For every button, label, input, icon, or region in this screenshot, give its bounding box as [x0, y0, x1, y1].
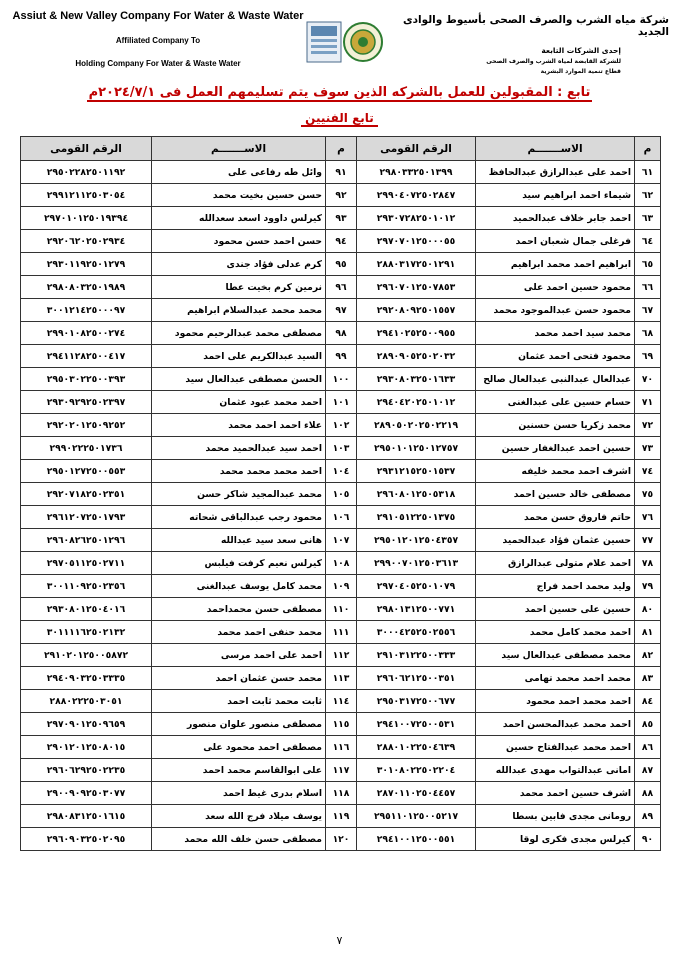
- cell-national-id: ٢٩٧٠٥١١٢٥٠٢٧١١: [21, 552, 152, 575]
- table-row: [21, 736, 661, 759]
- cell-national-id: ٢٩٦٠٦٢١٢٥٠٠٣٥١: [357, 667, 476, 690]
- holding-company-ar: للشركة القابضة لمياه الشرب والصرف الصحى: [486, 58, 621, 65]
- cell-serial: ١١٩: [326, 805, 357, 828]
- cell-serial: ٨٩: [635, 805, 661, 828]
- cell-national-id: ٢٩٤٠٩٠٣٢٥٠٣٣٣٥: [21, 667, 152, 690]
- cell-serial: ١٠٨: [326, 552, 357, 575]
- cell-national-id: ٢٩٤٠٤٢٠٢٥٠١٠١٢: [357, 391, 476, 414]
- cell-serial: ١٠٧: [326, 529, 357, 552]
- cell-national-id: ٢٨٨٠١٠٢٢٥٠٤٦٣٩: [357, 736, 476, 759]
- cell-serial: ١٠١: [326, 391, 357, 414]
- column-header-nid: الرقم القومى: [357, 137, 476, 161]
- table-row: [21, 184, 661, 207]
- column-header-name: الاســـــــم: [476, 137, 635, 161]
- cell-national-id: ٣٠١٠٨٠٢٢٥٠٢٢٠٤: [357, 759, 476, 782]
- table-row: [21, 667, 661, 690]
- cell-national-id: ٣٠١١١١٦٢٥٠٢١٣٢: [21, 621, 152, 644]
- cell-national-id: ٣٠٠٠٤٢٥٢٥٠٢٥٥٦: [357, 621, 476, 644]
- table-row: [21, 460, 661, 483]
- employees-table: [20, 136, 661, 851]
- cell-serial: ٧١: [635, 391, 661, 414]
- cell-national-id: ٢٩١٠٢٠١٢٥٠٠٥٨٧٢: [21, 644, 152, 667]
- table-row: [21, 161, 661, 184]
- cell-serial: ١١٧: [326, 759, 357, 782]
- table-row: [21, 368, 661, 391]
- cell-employee-name: كيرلس نعيم كرفت فيلبس: [152, 552, 326, 575]
- cell-national-id: ٢٩٣٠١١٩٢٥٠١٢٧٩: [21, 253, 152, 276]
- table-row: [21, 391, 661, 414]
- cell-employee-name: محمد سيد احمد محمد: [476, 322, 635, 345]
- cell-employee-name: احمد على احمد مرسى: [152, 644, 326, 667]
- cell-serial: ١١٤: [326, 690, 357, 713]
- cell-employee-name: احمد على عبدالرازق عبدالحافظ: [476, 161, 635, 184]
- company-header-english: [8, 10, 308, 68]
- cell-national-id: ٣٠٠١١٠٩٢٥٠٢٣٥٦: [21, 575, 152, 598]
- cell-employee-name: السيد عبدالكريم على احمد: [152, 345, 326, 368]
- table-row: [21, 207, 661, 230]
- cell-national-id: ٢٩٩٠٢٢٢٥٠١٧٣٦: [21, 437, 152, 460]
- cell-national-id: ٢٩٢٠٧١٨٢٥٠٢٣٥١: [21, 483, 152, 506]
- table-row: [21, 345, 661, 368]
- cell-employee-name: مصطفى حسن محمداحمد: [152, 598, 326, 621]
- cell-serial: ٧٦: [635, 506, 661, 529]
- cell-national-id: ٢٩٥٠٣١٧٢٥٠٠٦٧٧: [357, 690, 476, 713]
- cell-national-id: ٢٩٨٠١٣١٢٥٠٠٧٧١: [357, 598, 476, 621]
- cell-national-id: ٢٩٤١٠٠١٢٥٠٠٥٥١: [357, 828, 476, 851]
- cell-serial: ١١٢: [326, 644, 357, 667]
- cell-serial: ٩٤: [326, 230, 357, 253]
- table-row: [21, 575, 661, 598]
- cell-national-id: ٢٩٣١٢١٥٢٥٠١٥٣٧: [357, 460, 476, 483]
- cell-employee-name: كيرلس داوود اسعد سعدالله: [152, 207, 326, 230]
- cell-employee-name: نرمين كرم بخيت عطا: [152, 276, 326, 299]
- cell-national-id: ٢٩٢٠٦٢٠٢٥٠٢٩٣٤: [21, 230, 152, 253]
- cell-employee-name: محمد حسن عثمان احمد: [152, 667, 326, 690]
- cell-employee-name: على ابوالقاسم محمد احمد: [152, 759, 326, 782]
- cell-national-id: ٢٩٠٠٩٠٩٢٥٠٣٠٧٧: [21, 782, 152, 805]
- cell-serial: ١١٣: [326, 667, 357, 690]
- table-row: [21, 322, 661, 345]
- cell-employee-name: حاتم فاروق حسن محمد: [476, 506, 635, 529]
- cell-serial: ٦٥: [635, 253, 661, 276]
- cell-employee-name: مصطفى منصور علوان منصور: [152, 713, 326, 736]
- cell-serial: ٨٠: [635, 598, 661, 621]
- cell-national-id: ٢٩٥٠١٢٧٢٥٠٠٥٥٣: [21, 460, 152, 483]
- cell-national-id: ٢٩٧٠٧٠١٢٥٠٠٠٥٥: [357, 230, 476, 253]
- cell-serial: ١٠٠: [326, 368, 357, 391]
- cell-national-id: ٢٩٣٠٩٢٩٢٥٠٢٣٩٧: [21, 391, 152, 414]
- table-row: [21, 506, 661, 529]
- cell-serial: ١٠٦: [326, 506, 357, 529]
- table-header-row: [21, 137, 661, 161]
- company-header-arabic: [379, 14, 669, 75]
- cell-employee-name: علاء احمد احمد محمد: [152, 414, 326, 437]
- cell-employee-name: احمد محمد احمد محمود: [476, 690, 635, 713]
- cell-employee-name: احمد جابر خلاف عبدالحميد: [476, 207, 635, 230]
- cell-national-id: ٢٩١٠٥١٢٢٥٠١٣٧٥: [357, 506, 476, 529]
- cell-employee-name: احمد محمد عبدالمحسن احمد: [476, 713, 635, 736]
- cell-national-id: ٢٩٥١١٠١٢٥٠٠٥٢١٧: [357, 805, 476, 828]
- cell-serial: ٦٢: [635, 184, 661, 207]
- cell-national-id: ٢٩٤١٠٢٥٢٥٠٠٩٥٥: [357, 322, 476, 345]
- cell-serial: ٩٠: [635, 828, 661, 851]
- cell-serial: ١١٦: [326, 736, 357, 759]
- cell-serial: ٨٣: [635, 667, 661, 690]
- cell-serial: ٧٢: [635, 414, 661, 437]
- cell-employee-name: محمد عبدالمجيد شاكر حسن: [152, 483, 326, 506]
- cell-employee-name: محمد زكريا حسن حسنين: [476, 414, 635, 437]
- cell-employee-name: ثابت محمد ثابت احمد: [152, 690, 326, 713]
- cell-national-id: ٢٩٥٠٢٢٨٢٥٠١١٩٢: [21, 161, 152, 184]
- cell-employee-name: شيماء احمد ابراهيم سيد: [476, 184, 635, 207]
- cell-national-id: ٢٩٩٠٠٧٠١٢٥٠٣٦١٣: [357, 552, 476, 575]
- cell-employee-name: حسين على حسين احمد: [476, 598, 635, 621]
- cell-employee-name: محمد كامل يوسف عبدالغنى: [152, 575, 326, 598]
- cell-national-id: ٢٨٨٠٢٢٢٥٠٣٠٥١: [21, 690, 152, 713]
- cell-serial: ١١٥: [326, 713, 357, 736]
- table-row: [21, 828, 661, 851]
- cell-national-id: ٢٨٧٠١١٠٢٥٠٤٤٥٧: [357, 782, 476, 805]
- cell-national-id: ٢٨٩٠٥٠٢٠٢٥٠٢٢١٩: [357, 414, 476, 437]
- cell-employee-name: محمد محمد عبدالسلام ابراهيم: [152, 299, 326, 322]
- affiliated-ar: إحدى الشركات التابعة: [541, 46, 621, 55]
- table-row: [21, 713, 661, 736]
- affiliated-en: Affiliated Company To: [115, 36, 201, 45]
- table-row: [21, 253, 661, 276]
- cell-serial: ١١٨: [326, 782, 357, 805]
- cell-national-id: ٢٨٨٠٣١٧٢٥٠١٢٩١: [357, 253, 476, 276]
- cell-employee-name: احمد محمد محمد محمد: [152, 460, 326, 483]
- company-logo: [305, 20, 385, 65]
- cell-serial: ٨٨: [635, 782, 661, 805]
- column-header-num: م: [326, 137, 357, 161]
- cell-serial: ٧٤: [635, 460, 661, 483]
- cell-serial: ٧٥: [635, 483, 661, 506]
- cell-national-id: ٢٩٣٠٨٠٣٢٥٠١٦٣٣: [357, 368, 476, 391]
- cell-national-id: ٢٩٦٠٨٢٦٢٥٠١٢٩٦: [21, 529, 152, 552]
- cell-serial: ٦٦: [635, 276, 661, 299]
- cell-national-id: ٢٩٨٠٨٣١٢٥٠١٦١٥: [21, 805, 152, 828]
- cell-serial: ٨٤: [635, 690, 661, 713]
- table-row: [21, 437, 661, 460]
- cell-employee-name: ابراهيم احمد محمد ابراهيم: [476, 253, 635, 276]
- cell-national-id: ٢٩٤١١٢٨٢٥٠٠٤١٧: [21, 345, 152, 368]
- cell-employee-name: كرم عدلى فؤاد جندى: [152, 253, 326, 276]
- cell-national-id: ٢٩٨٠٣٣٢٥٠١٣٩٩: [357, 161, 476, 184]
- cell-serial: ٩٧: [326, 299, 357, 322]
- cell-employee-name: حسن احمد حسن محمود: [152, 230, 326, 253]
- table-row: [21, 276, 661, 299]
- cell-employee-name: محمد مصطفى عبدالعال سيد: [476, 644, 635, 667]
- column-header-name: الاســـــــم: [152, 137, 326, 161]
- cell-employee-name: رومانى مجدى فابين بسطا: [476, 805, 635, 828]
- company-name-ar: شركة مياه الشرب والصرف الصحى بأسيوط والوادى الجديد: [403, 14, 669, 38]
- table-row: [21, 414, 661, 437]
- cell-serial: ٨١: [635, 621, 661, 644]
- cell-national-id: ٢٩٧٠١٠١٢٥٠١٩٣٩٤: [21, 207, 152, 230]
- cell-employee-name: مصطفى محمد عبدالرحيم محمود: [152, 322, 326, 345]
- cell-serial: ٩٥: [326, 253, 357, 276]
- cell-employee-name: اشرف احمد محمد خليفه: [476, 460, 635, 483]
- company-name-en: Assiut & New Valley Company For Water & Waste Water: [12, 10, 304, 22]
- cell-employee-name: حسام حسين على عبدالغنى: [476, 391, 635, 414]
- cell-employee-name: اسلام بدرى غيط احمد: [152, 782, 326, 805]
- table-row: [21, 598, 661, 621]
- cell-employee-name: محمود فتحى احمد عثمان: [476, 345, 635, 368]
- cell-serial: ٧٣: [635, 437, 661, 460]
- cell-serial: ٨٦: [635, 736, 661, 759]
- column-header-num: م: [635, 137, 661, 161]
- table-row: [21, 621, 661, 644]
- cell-national-id: ٢٩٩٠١٠٨٢٥٠٠٢٧٤: [21, 322, 152, 345]
- holding-company-en: Holding Company For Water & Waste Water: [75, 59, 241, 68]
- cell-employee-name: محمد حنفى احمد محمد: [152, 621, 326, 644]
- cell-employee-name: امانى عبدالتواب مهدى عبدالله: [476, 759, 635, 782]
- cell-national-id: ٢٩٨٠٨٠٣٢٥٠١٩٨٩: [21, 276, 152, 299]
- cell-serial: ٦٣: [635, 207, 661, 230]
- cell-employee-name: هانى سعد سيد عبدالله: [152, 529, 326, 552]
- cell-serial: ١٠٩: [326, 575, 357, 598]
- cell-serial: ٨٢: [635, 644, 661, 667]
- table-row: [21, 782, 661, 805]
- cell-employee-name: وليد محمد احمد فراج: [476, 575, 635, 598]
- cell-national-id: ٢٩٦٠٨٠١٢٥٠٥٣١٨: [357, 483, 476, 506]
- cell-serial: ٩٢: [326, 184, 357, 207]
- table-row: [21, 483, 661, 506]
- table-row: [21, 759, 661, 782]
- cell-serial: ٩١: [326, 161, 357, 184]
- cell-national-id: ٢٩٦٠٩٠٣٢٥٠٢٠٩٥: [21, 828, 152, 851]
- cell-serial: ٨٥: [635, 713, 661, 736]
- cell-employee-name: يوسف ميلاد فرج الله سعد: [152, 805, 326, 828]
- cell-employee-name: مصطفى خالد حسين احمد: [476, 483, 635, 506]
- cell-national-id: ٢٩٣٠٧٢٨٢٥٠١٠١٢: [357, 207, 476, 230]
- cell-national-id: ٢٩١٠٣١٢٢٥٠٠٣٣٣: [357, 644, 476, 667]
- cell-employee-name: احمد محمد كامل محمد: [476, 621, 635, 644]
- cell-employee-name: الحسن مصطفى عبدالعال سيد: [152, 368, 326, 391]
- cell-national-id: ٢٩٦١٢٠٧٢٥٠١٧٩٣: [21, 506, 152, 529]
- cell-serial: ١٢٠: [326, 828, 357, 851]
- cell-serial: ٩٨: [326, 322, 357, 345]
- table-row: [21, 299, 661, 322]
- cell-serial: ٦٤: [635, 230, 661, 253]
- cell-national-id: ٢٩٦٠٦٢٩٢٥٠٢٢٣٥: [21, 759, 152, 782]
- cell-national-id: ٢٩٢٠٢٠١٢٥٠٩٢٥٢: [21, 414, 152, 437]
- cell-employee-name: محمود حسين احمد على: [476, 276, 635, 299]
- table-row: [21, 230, 661, 253]
- cell-national-id: ٢٩٦٠٧٠١٢٥٠٧٨٥٣: [357, 276, 476, 299]
- cell-serial: ٦٩: [635, 345, 661, 368]
- cell-serial: ١٠٣: [326, 437, 357, 460]
- cell-serial: ٩٦: [326, 276, 357, 299]
- cell-serial: ٦١: [635, 161, 661, 184]
- cell-employee-name: حسن حسين بخيت محمد: [152, 184, 326, 207]
- cell-serial: ٩٣: [326, 207, 357, 230]
- cell-employee-name: عبدالعال عبدالنبى عبدالعال صالح: [476, 368, 635, 391]
- cell-employee-name: حسين عثمان فؤاد عبدالحميد: [476, 529, 635, 552]
- table-row: [21, 690, 661, 713]
- cell-serial: ٨٧: [635, 759, 661, 782]
- table-row: [21, 529, 661, 552]
- cell-national-id: ٢٩٧٠٩٠١٢٥٠٩٦٥٩: [21, 713, 152, 736]
- cell-employee-name: مصطفى حسن خلف الله محمد: [152, 828, 326, 851]
- cell-serial: ٧٩: [635, 575, 661, 598]
- cell-national-id: ٢٩٣٠٨٠١٢٥٠٤٠١٦: [21, 598, 152, 621]
- cell-employee-name: احمد سيد عبدالحميد محمد: [152, 437, 326, 460]
- cell-serial: ٦٨: [635, 322, 661, 345]
- document-subtitle: تابع الفنيين: [0, 111, 679, 125]
- cell-national-id: ٢٩٧٠٤٠٥٢٥٠١٠٧٩: [357, 575, 476, 598]
- cell-national-id: ٢٩٥٠١٠١٢٥٠١٢٧٥٧: [357, 437, 476, 460]
- document-title: تابع : المقبولين للعمل بالشركه الذين سوف يتم تسليمهم العمل فى ٢٠٢٤/٧/١م: [88, 85, 591, 100]
- cell-employee-name: محمد احمد محمد تهامى: [476, 667, 635, 690]
- cell-national-id: ٢٩٠١٢٠١٢٥٠٨٠١٥: [21, 736, 152, 759]
- cell-national-id: ٣٠٠١٢١٤٢٥٠٠٠٩٧: [21, 299, 152, 322]
- cell-employee-name: وائل طه رفاعى على: [152, 161, 326, 184]
- cell-serial: ١١١: [326, 621, 357, 644]
- cell-national-id: ٢٩٩١٢١١٢٥٠٣٠٥٤: [21, 184, 152, 207]
- cell-serial: ١٠٤: [326, 460, 357, 483]
- table-row: [21, 644, 661, 667]
- column-header-nid: الرقم القومى: [21, 137, 152, 161]
- cell-serial: ٧٨: [635, 552, 661, 575]
- table-row: [21, 805, 661, 828]
- page-number: ٧: [336, 934, 343, 947]
- cell-employee-name: احمد محمد عبدالفتاح حسين: [476, 736, 635, 759]
- cell-serial: ١١٠: [326, 598, 357, 621]
- cell-employee-name: احمد علام متولى عبدالرازق: [476, 552, 635, 575]
- cell-serial: ٦٧: [635, 299, 661, 322]
- cell-employee-name: احمد محمد عبود عثمان: [152, 391, 326, 414]
- table-row: [21, 552, 661, 575]
- cell-national-id: ٢٩٥٠١٢٠١٢٥٠٤٣٥٧: [357, 529, 476, 552]
- cell-national-id: ٢٩٥٠٣٠٢٢٥٠٠٣٩٣: [21, 368, 152, 391]
- cell-serial: ١٠٥: [326, 483, 357, 506]
- cell-national-id: ٢٩٢٠٨٠٩٢٥٠١٥٥٧: [357, 299, 476, 322]
- cell-national-id: ٢٩٩٠٤٠٧٢٥٠٢٨٤٧: [357, 184, 476, 207]
- cell-serial: ٧٠: [635, 368, 661, 391]
- cell-employee-name: فرغلى جمال شعبان احمد: [476, 230, 635, 253]
- cell-employee-name: حسين احمد عبدالغفار حسين: [476, 437, 635, 460]
- cell-employee-name: محمود حسن عبدالموجود محمد: [476, 299, 635, 322]
- cell-employee-name: محمود رجب عبدالباقى شحاته: [152, 506, 326, 529]
- cell-serial: ٩٩: [326, 345, 357, 368]
- cell-employee-name: كيرلس مجدى فكرى لوقا: [476, 828, 635, 851]
- cell-national-id: ٢٩٤١٠٠٧٢٥٠٠٥٣١: [357, 713, 476, 736]
- cell-national-id: ٢٨٩٠٩٠٥٢٥٠٢٠٣٢: [357, 345, 476, 368]
- cell-serial: ٧٧: [635, 529, 661, 552]
- cell-serial: ١٠٢: [326, 414, 357, 437]
- cell-employee-name: مصطفى احمد محمود على: [152, 736, 326, 759]
- cell-employee-name: اشرف حسين احمد محمد: [476, 782, 635, 805]
- hr-sector-ar: قطاع تنمية الموارد البشرية: [540, 68, 621, 75]
